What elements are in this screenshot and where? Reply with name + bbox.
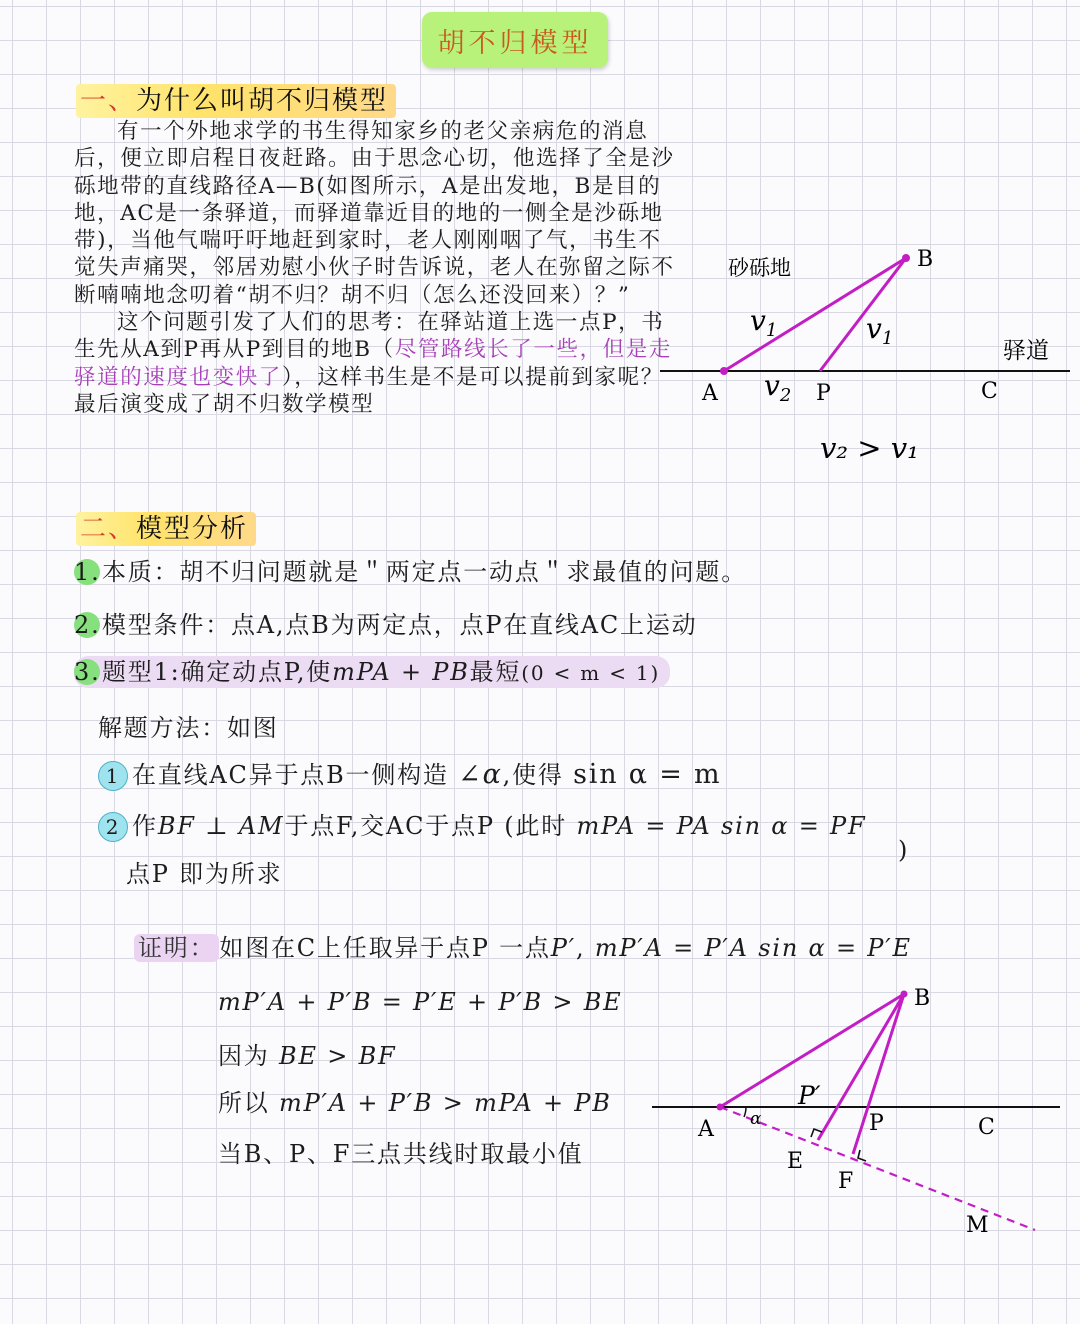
step2-result: 点P 即为所求 [126,860,283,888]
proof-line2 [218,1036,396,1071]
section2-number: 二、 [80,514,137,544]
v2-label: $v_2$ [764,369,792,406]
point-B-dot [901,991,908,998]
proof-line4: 当B、P、F三点共线时取最小值 [218,1140,584,1168]
label-alpha: α [750,1109,762,1129]
method-step2 [98,806,866,842]
story-p2-start: 这个问题引发了人们的思考：在驿站道上选一点P，书生先从A到P再从P到目的地B（ [74,310,665,363]
label-F: F [838,1169,854,1194]
step1-angle: ∠α [458,759,503,790]
method-label: 解题方法：如图 [98,714,279,742]
step2-close-paren: ) [898,836,910,864]
proof-line3 [218,1083,612,1118]
section1-heading [76,84,396,118]
step2-math1: BF ⊥ AM [157,812,285,840]
proof-line1: mP′A + P′B = P′E + P′B > BE [218,988,623,1016]
proof-diagram [640,980,1060,1250]
step2-number: 2 [98,812,128,842]
method-step1 [98,755,721,791]
label-A: A [702,381,718,406]
story-p2-highlight: 尽管路线长了一些，但是走驿道的速度也变快了 [74,337,672,390]
item-type1 [74,652,670,687]
item-conditions [74,605,697,640]
item3-text-b: 最短 [469,658,522,686]
road-label: 驿道 [1003,338,1049,364]
label-C: C [978,1115,995,1140]
proof-line3-text: 所以 [218,1089,270,1117]
item3-text-a: 题型1:确定动点P,使 [102,658,333,686]
step2-text-b: 于点F,交AC于点P (此时 [284,812,568,840]
proof-line0 [134,928,912,963]
step2-text-a: 作 [132,812,158,840]
point-A-dot [717,1104,724,1111]
label-C: C [981,379,998,404]
label-B: B [914,986,931,1011]
step1-text-b: ,使得 [502,761,564,789]
step2-math2: mPA = PA sin α = PF [576,812,867,840]
right-angle-F [858,1150,866,1161]
item1-text: 本质：胡不归问题就是＂两定点一动点＂求最值的问题。 [102,558,747,586]
story-p2-end: ），这样书生是不是可以提前到家呢？最后演变成了胡不归数学模型 [74,364,664,417]
step1-number: 1 [98,761,128,791]
item3-band [74,656,670,688]
point-A-dot [720,367,728,375]
item2-number: 2. [74,611,101,639]
story-paragraph-1: 有一个外地求学的书生得知家乡的老父亲病危的消息后，便立即启程日夜赶路。由于思念心切，他选择了全是沙砾地带的直线路径A—B(如图所示，A是出发地，B是目的地，AC是一条驿道，而驿道靠近目的地的一侧全是沙砾地带)，当他气喘吁吁地赶到家时，老人刚刚咽了气，书生不觉失声痛哭，邻居劝慰小伙子时告诉说，老人在弥留之际不断喃喃地念叨着“胡不归？胡不归（怎么还没回来）？” [74,119,675,308]
v1-label-PB: $v_1$ [866,312,894,349]
speed-inequality: v₂ > v₁ [820,431,919,465]
v1-label-AB: $v_1$ [750,304,778,341]
label-A: A [698,1117,714,1142]
label-P: P [816,381,831,406]
story-paragraph-2 [74,309,680,418]
item3-range: (0 < m < 1) [521,661,661,685]
proof-line0-sep: , [575,934,586,962]
label-P: P [869,1111,884,1136]
point-B-dot [902,254,910,262]
label-E: E [787,1149,804,1174]
step1-math: sin α = m [573,759,722,790]
angle-alpha-arc [744,1107,746,1117]
proof-line3-math: mP′A + P′B > mPA + PB [279,1089,612,1117]
proof-line0-math: mP′A = P′A sin α = P′E [594,934,912,962]
section1-title: 为什么叫胡不归模型 [136,86,389,116]
label-M: M [966,1213,989,1238]
item-essence [74,552,747,587]
section2-title: 模型分析 [136,514,249,544]
page-title: 胡不归模型 [422,12,608,68]
label-B: B [917,247,934,272]
sand-label: 砂砾地 [728,256,791,280]
item2-text: 模型条件：点A,点B为两定点，点P在直线AC上运动 [102,611,698,639]
step1-text-a: 在直线AC异于点B一侧构造 [132,761,449,789]
proof-line2-math: BE > BF [279,1042,397,1070]
section1-number: 一、 [80,86,137,116]
hubugui-diagram [640,230,1080,480]
proof-line0-text: 如图在C上任取异于点P 一点 [219,934,551,962]
story-text [74,118,680,418]
segment-PB [820,258,906,371]
item3-number: 3. [74,658,101,686]
item1-number: 1. [74,558,101,586]
segment-BE [818,994,904,1140]
proof-line0-pprime: P′ [550,934,576,962]
proof-label: 证明： [134,934,219,962]
section2-heading [76,512,256,546]
proof-line2-text: 因为 [218,1042,270,1070]
item3-math: mPA + PB [332,658,470,686]
label-P-prime: P′ [798,1081,821,1110]
